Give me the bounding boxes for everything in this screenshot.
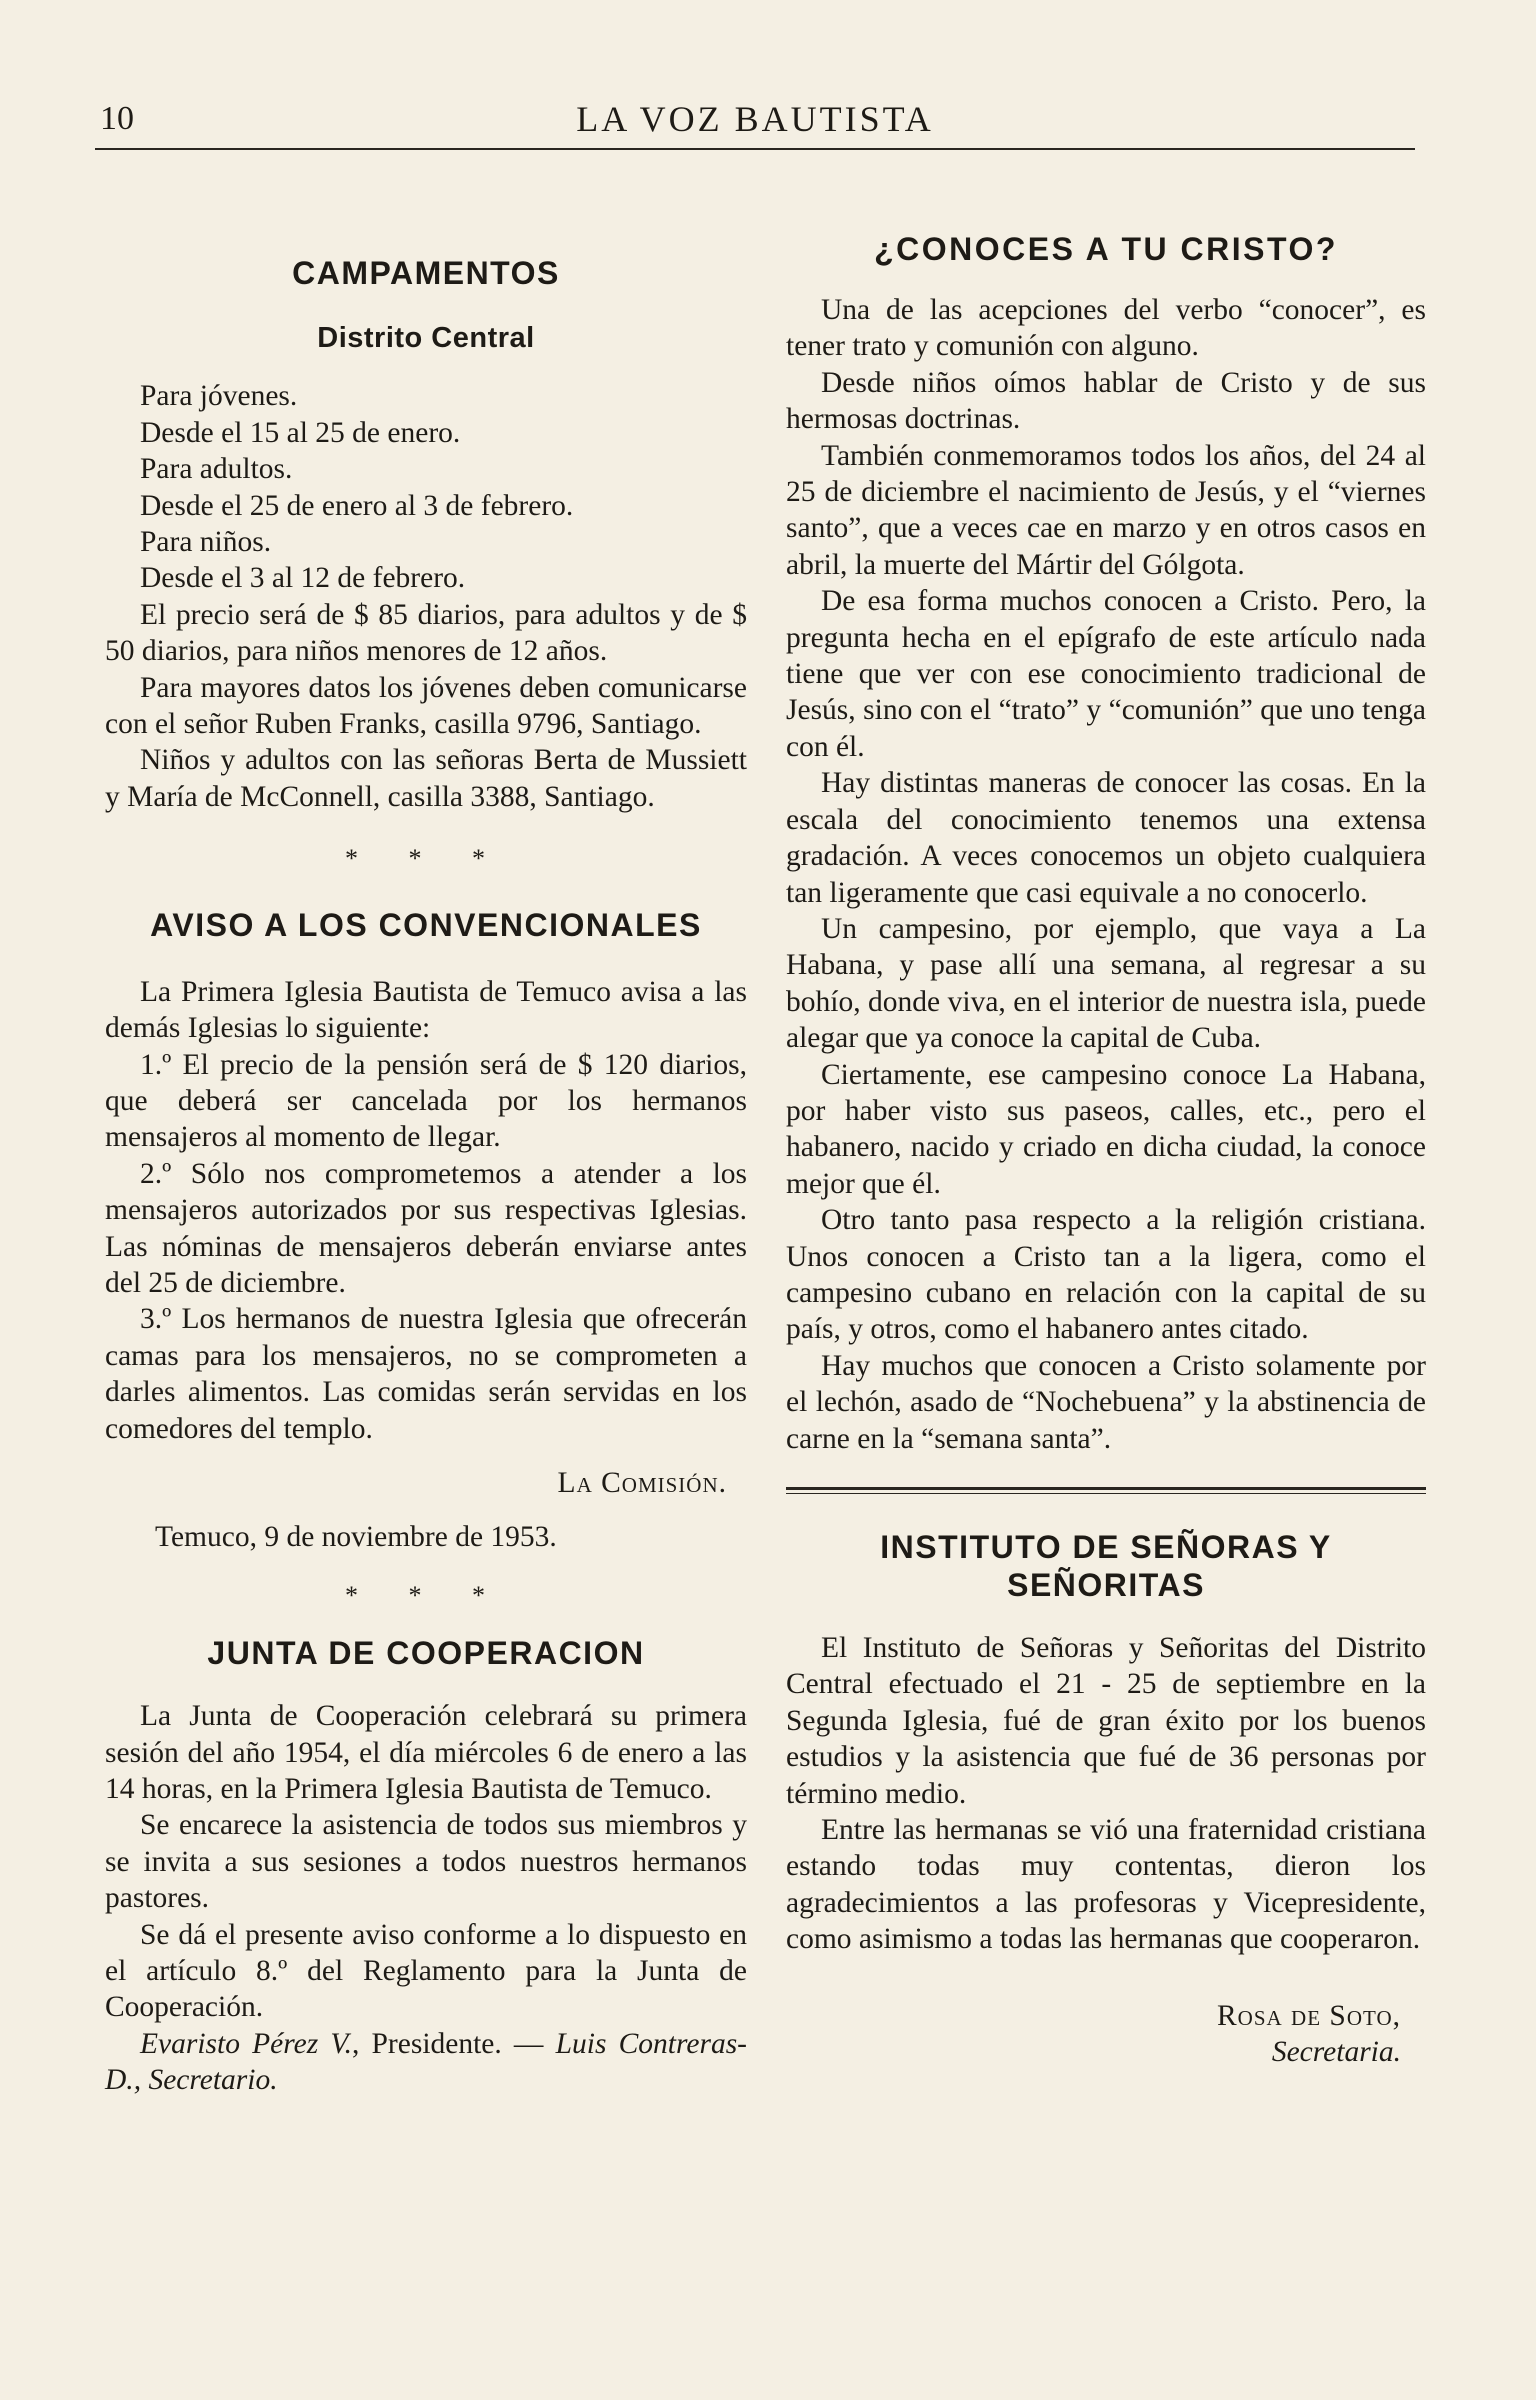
instituto-paragraph: El Instituto de Señoras y Señoritas del Distrito Central efectuado el 21 - 25 de septiembre en la Segunda Iglesia, fué de gran éxito por los buenos estudios y la asistencia que fué de 36 personas por término medio. [786, 1632, 1426, 1810]
aviso-signature: La Comisión. [557, 1466, 727, 1499]
campamentos-line: Desde el 3 al 12 de febrero. [140, 562, 466, 595]
campamentos-line: Para jóvenes. [140, 380, 298, 413]
conoces-title: ¿CONOCES A TU CRISTO? [874, 231, 1338, 267]
instituto-title: INSTITUTO DE SEÑORAS Y SEÑORITAS [880, 1529, 1332, 1603]
instituto-paragraph: Entre las hermanas se vió una fraternidad cristiana estando todas muy contentas, dieron los agradecimientos a las profesoras y Vicepresidente, como asimismo a todas las hermanas que cooperaron. [786, 1814, 1426, 1956]
aviso-paragraph: La Primera Iglesia Bautista de Temuco avisa a las demás Iglesias lo siguiente: [105, 975, 747, 1045]
instituto-signature-role: Secretaria. [1271, 2036, 1401, 2069]
junta-paragraph: Se encarece la asistencia de todos sus miembros y se invita a sus sesiones a todos nuestros hermanos pastores. [105, 1809, 747, 1915]
page-header [95, 88, 1415, 150]
conoces-paragraph: Otro tanto pasa respecto a la religión cristiana. Unos conocen a Cristo tan a la ligera, como el campesino cubano en relación con la capital de su país, y otros, como el habanero antes citado. [786, 1204, 1426, 1346]
aviso-paragraph: 1.º El precio de la pensión será de $ 120 diarios, que deberá ser cancelada por los hermanos mensajeros al momento de llegar. [105, 1048, 747, 1154]
junta-paragraph: La Junta de Cooperación celebrará su primera sesión del año 1954, el día miércoles 6 de enero a las 14 horas, en la Primera Iglesia Bautista de Temuco. [105, 1700, 747, 1805]
conoces-paragraph: Una de las acepciones del verbo “conocer”, es tener trato y comunión con alguno. [786, 294, 1426, 363]
junta-president-name: Evaristo Pérez V. [140, 2027, 352, 2060]
aviso-paragraph: 2.º Sólo nos comprometemos a atender a los mensajeros autorizados por sus respectivas Iglesias. Las nóminas de mensajeros deberán enviarse antes del 25 de diciembre. [105, 1157, 747, 1299]
instituto-signature [786, 1998, 1426, 2071]
section-divider [786, 1487, 1426, 1494]
instituto-article [786, 1528, 1426, 2070]
aviso-date: Temuco, 9 de noviembre de 1953. [155, 1521, 557, 1554]
campamentos-subtitle: Distrito Central [317, 322, 535, 354]
junta-president-role: , Presidente. — [351, 2027, 556, 2060]
aviso-title: AVISO A LOS CONVENCIONALES [150, 906, 702, 943]
junta-signatures [105, 2026, 747, 2099]
conoces-paragraph: Ciertamente, ese campesino conoce La Habana, por haber visto sus paseos, calles, etc., pero el habanero, nacido y criado en dicha ciudad, la conoce mejor que él. [786, 1058, 1426, 1200]
junta-secretary-name: Luis Contreras-D. [105, 2027, 747, 2097]
section-separator: * * * [345, 844, 507, 874]
campamentos-paragraph: Niños y adultos con las señoras Berta de Mussiett y María de McConnell, casilla 3388, Santiago. [105, 744, 747, 813]
conoces-paragraph: De esa forma muchos conocen a Cristo. Pero, la pregunta hecha en el epígrafo de este artículo nada tiene que ver con ese conocimiento tradicional de Jesús, sino con el “trato” y “comunión” que uno tenga con él. [786, 585, 1426, 763]
junta-article [105, 1634, 747, 2098]
junta-paragraph: Se dá el presente aviso conforme a lo dispuesto en el artículo 8.º del Reglamento para la Junta de Cooperación. [105, 1918, 747, 2024]
conoces-paragraph: También conmemoramos todos los años, del 24 al 25 de diciembre el nacimiento de Jesús, y el “viernes santo”, que a veces cae en marzo y en otros casos en abril, la muerte del Mártir del Gólgota. [786, 439, 1426, 581]
conoces-paragraph: Hay muchos que conocen a Cristo solamente por el lechón, asado de “Nochebuena” y la abstinencia de carne en la “semana santa”. [786, 1349, 1426, 1455]
left-column [105, 230, 747, 2099]
campamentos-paragraph: Para mayores datos los jóvenes deben comunicarse con el señor Ruben Franks, casilla 9796, Santiago. [105, 671, 747, 741]
right-column [786, 230, 1426, 2070]
conoces-paragraph: Un campesino, por ejemplo, que vaya a La Habana, y pase allí una semana, al regresar a su bohío, donde viva, en el interior de nuestra isla, puede alegar que ya conoce la capital de Cuba. [786, 912, 1426, 1055]
aviso-paragraph: 3.º Los hermanos de nuestra Iglesia que ofrecerán camas para los mensajeros, no se comprometen a darles alimentos. Las comidas serán servidas en los comedores del templo. [105, 1303, 747, 1445]
campamentos-line: Desde el 25 de enero al 3 de febrero. [140, 489, 574, 522]
campamentos-article [105, 254, 747, 815]
conoces-article [786, 230, 1426, 1457]
aviso-article [105, 906, 747, 1556]
campamentos-line: Para niños. [140, 526, 272, 559]
junta-secretary-role: , Secretario. [133, 2064, 278, 2097]
campamentos-line: Desde el 15 al 25 de enero. [140, 416, 461, 449]
campamentos-line: Para adultos. [140, 453, 293, 486]
instituto-signature-name: Rosa de Soto, [1217, 1999, 1401, 2032]
junta-title: JUNTA DE COOPERACION [207, 1635, 645, 1672]
conoces-paragraph: Hay distintas maneras de conocer las cosas. En la escala del conocimiento tenemos una extensa gradación. A veces conocemos un objeto cualquiera tan ligeramente que casi equivale a no conocerlo. [786, 767, 1426, 909]
page-number: 10 [100, 100, 134, 137]
running-title: LA VOZ BAUTISTA [576, 99, 934, 139]
section-separator: * * * [345, 1580, 507, 1610]
campamentos-title: CAMPAMENTOS [292, 255, 560, 291]
campamentos-paragraph: El precio será de $ 85 diarios, para adultos y de $ 50 diarios, para niños menores de 12 años. [105, 598, 747, 668]
conoces-paragraph: Desde niños oímos hablar de Cristo y de sus hermosas doctrinas. [786, 366, 1426, 436]
